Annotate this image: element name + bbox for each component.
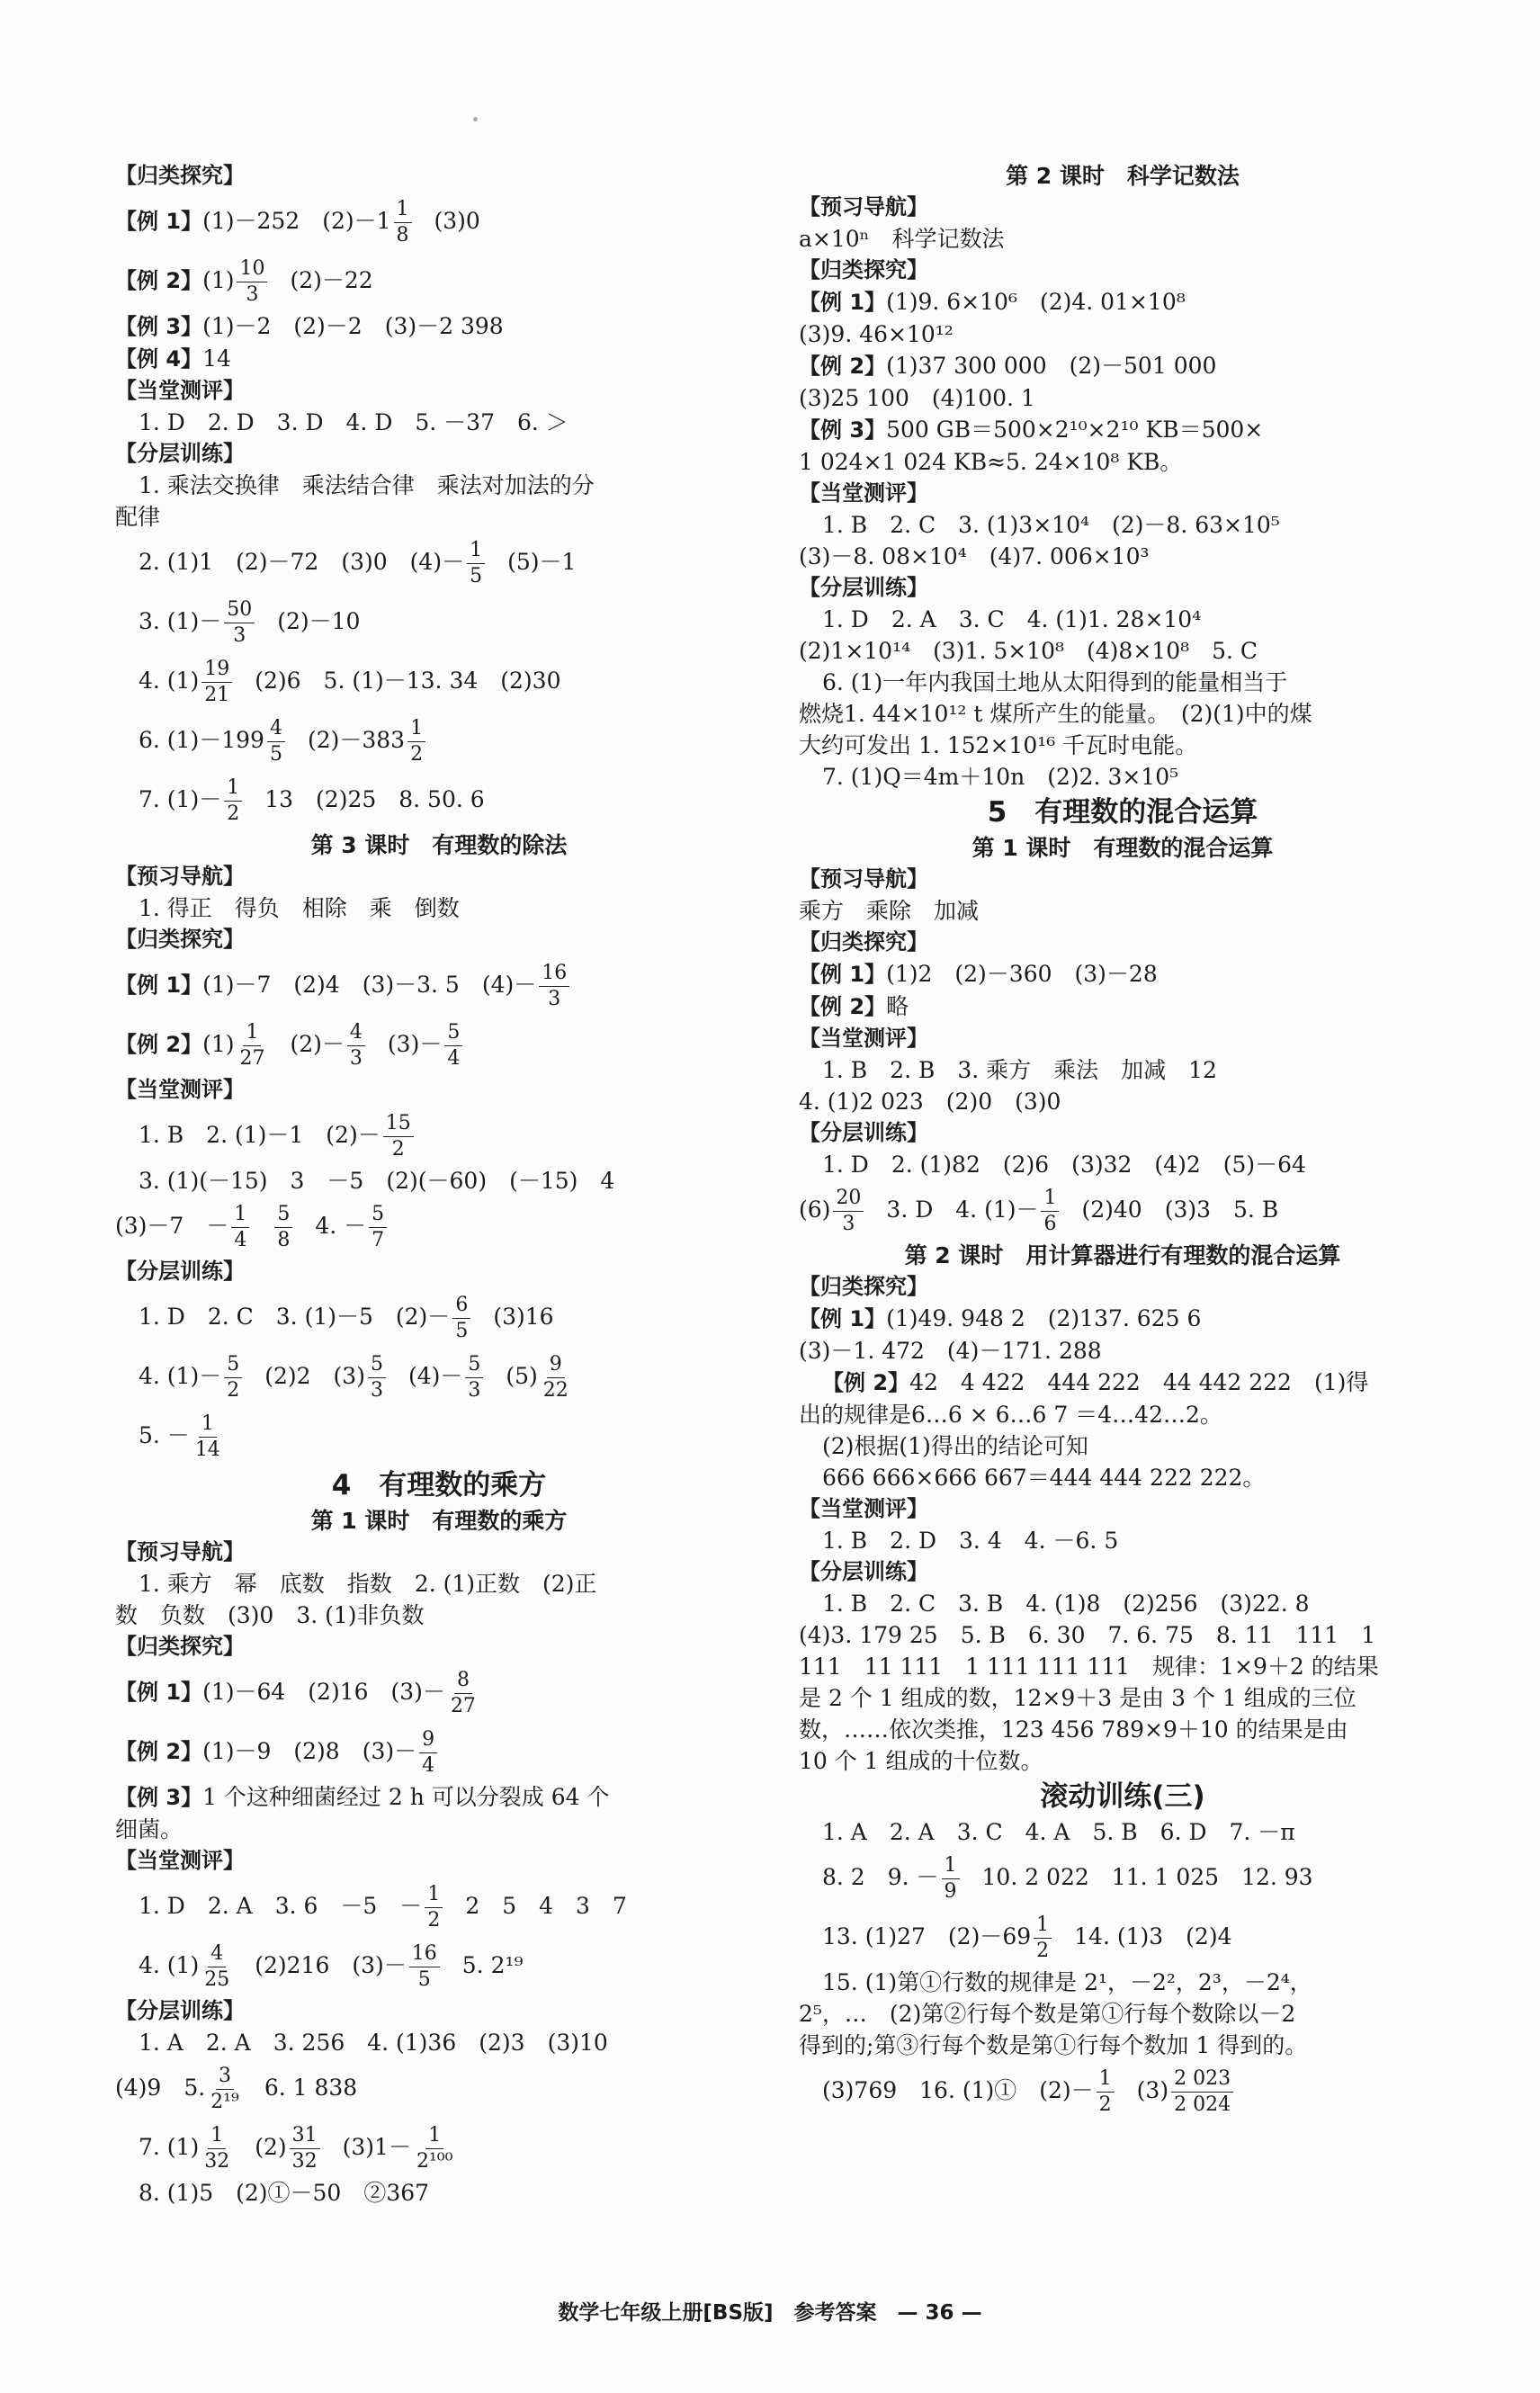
left-column — [115, 160, 763, 2209]
page-footer: 数学七年级上册[BS版] 参考答案 — 36 — — [558, 2301, 982, 2325]
lesson-title: 第 3 课时 有理数的除法 — [310, 832, 568, 858]
fraction: $\frac{15}{2}$ — [383, 1111, 414, 1162]
fraction: $\frac{1}{2}$ — [1097, 2066, 1115, 2118]
fraction: $\frac{1}{27}$ — [239, 1021, 265, 1070]
answer-line: 数 负数 (3)0 3. (1)非负数 — [115, 1602, 425, 1628]
fraction: $\frac{2 023}{2 024}$ — [1171, 2066, 1233, 2118]
fraction: $\frac{16}{3}$ — [539, 961, 569, 1012]
answer-line: 2⁵，… (2)第②行每个数是第①行每个数除以－2 — [799, 2001, 1296, 2027]
fraction: $\frac{1}{5}$ — [467, 538, 485, 589]
heading: 【当堂测评】 — [115, 1848, 245, 1873]
fraction: $\frac{4}{3}$ — [347, 1020, 365, 1071]
scan-dot — [473, 117, 478, 121]
fraction: $\frac{5}{8}$ — [274, 1202, 292, 1253]
answer-line: 666 666×666 667＝444 444 222 222。 — [822, 1465, 1266, 1491]
heading: 【归类探究】 — [799, 929, 928, 955]
fraction: $\frac{5}{4}$ — [444, 1020, 462, 1071]
section-title: 滚动训练(三) — [1040, 1780, 1205, 1813]
example-3: 【例 3】(1)－2 (2)－2 (3)－2 398 — [115, 313, 504, 339]
fraction: $\frac{1}{14}$ — [194, 1412, 220, 1461]
answer-line: 4. (1) $\frac{4}{25}$ (2)216 (3)－ $\frac{16}{5}$ 5. 2¹⁹ — [139, 1942, 524, 1991]
heading: 【分层训练】 — [799, 575, 928, 600]
answer-line: (3)769 16. (1)① (2)－ $\frac{1}{2}$ (3) $\frac{2 023}{2 024}$ — [799, 2061, 1446, 2120]
fraction: $\frac{31}{32}$ — [290, 2123, 320, 2174]
answer-line: 3. (1)(－15) 3 －5 (2)(－60) (－15) 4 — [139, 1168, 615, 1194]
answer-line: 4. (1)2 023 (2)0 (3)0 — [799, 1089, 1061, 1115]
example-1: 【例 1】(1)49. 948 2 (2)137. 625 6 — [799, 1305, 1202, 1331]
heading: 【分层训练】 — [115, 1259, 245, 1284]
lesson-title: 第 2 课时 用计算器进行有理数的混合运算 — [904, 1242, 1341, 1268]
example-3: 【例 3】500 GB＝500×2¹⁰×2¹⁰ KB＝500× — [799, 417, 1264, 443]
section-title: 4 有理数的乘方 — [331, 1469, 547, 1501]
heading: 【分层训练】 — [799, 1120, 928, 1145]
fraction: $\frac{4}{5}$ — [267, 716, 285, 767]
heading: 【归类探究】 — [115, 1634, 245, 1659]
fraction: $\frac{5}{3}$ — [368, 1352, 386, 1403]
fraction: $\frac{9}{22}$ — [542, 1353, 569, 1402]
fraction: $\frac{1}{2}$ — [425, 1882, 443, 1933]
heading: 【分层训练】 — [799, 1559, 928, 1584]
answer-line: 6. (1)一年内我国土地从太阳得到的能量相当于 — [822, 669, 1288, 695]
fraction: $\frac{8}{27}$ — [450, 1669, 476, 1717]
answer-line: 8. 2 9. － $\frac{1}{9}$ 10. 2 022 11. 1 025 12. 93 — [822, 1854, 1313, 1903]
answer-line: 1. B 2. D 3. 4 4. －6. 5 — [822, 1528, 1119, 1554]
fraction: $\frac{19}{21}$ — [201, 657, 232, 708]
answer-line: 1. 乘法交换律 乘法结合律 乘法对加法的分 — [139, 472, 595, 498]
fraction: $\frac{1}{2}$ — [1034, 1913, 1052, 1964]
heading: 【当堂测评】 — [115, 378, 245, 403]
answer-line: (3)25 100 (4)100. 1 — [799, 385, 1035, 411]
answer-line: 1. B 2. C 3. (1)3×10⁴ (2)－8. 63×10⁵ — [822, 512, 1280, 538]
answer-line: 1. D 2. A 3. C 4. (1)1. 28×10⁴ — [822, 606, 1202, 632]
example-2: 【例 2】(1) $\frac{1}{27}$ (2)－ $\frac{4}{3}$ (3)－ $\frac{5}{4}$ — [115, 1015, 763, 1074]
answer-line: 数，……依次类推，123 456 789×9＋10 的结果是由 — [799, 1716, 1348, 1743]
fraction: $\frac{20}{3}$ — [833, 1186, 864, 1237]
heading: 【预习导航】 — [799, 194, 928, 220]
answer-line: 燃烧1. 44×10¹² t 煤所产生的能量。 (2)(1)中的煤 — [799, 701, 1312, 727]
right-column — [799, 160, 1446, 2120]
answer-line: 1. D 2. D 3. D 4. D 5. －37 6. ＞ — [139, 409, 569, 435]
answer-line: 10 个 1 组成的十位数。 — [799, 1748, 1043, 1774]
example-2: 【例 2】略 — [799, 993, 909, 1019]
answer-line: (2)根据(1)得出的结论可知 — [822, 1433, 1088, 1459]
answer-line: 得到的;第③行每个数是第①行每个数加 1 得到的。 — [799, 2032, 1308, 2058]
heading: 【归类探究】 — [799, 257, 928, 282]
fraction: $\frac{1}{4}$ — [231, 1202, 249, 1253]
fraction: $\frac{1}{9}$ — [942, 1853, 960, 1905]
heading: 【预习导航】 — [115, 1539, 245, 1564]
example-1: 【例 1】(1)9. 6×10⁶ (2)4. 01×10⁸ — [799, 289, 1186, 315]
answer-line: 出的规律是6…6 × 6…6 7 ＝4…42…2。 — [799, 1402, 1222, 1428]
answer-line: (2)1×10¹⁴ (3)1. 5×10⁸ (4)8×10⁸ 5. C — [799, 638, 1258, 664]
fraction: $\frac{1}{32}$ — [204, 2124, 230, 2173]
answer-line: 1. D 2. A 3. 6 －5 － $\frac{1}{2}$ 2 5 4 3 7 — [139, 1883, 627, 1931]
fraction: $\frac{1}{\text{2¹⁰⁰}}$ — [416, 2124, 453, 2173]
fraction: $\frac{1}{8}$ — [394, 197, 412, 248]
fraction: $\frac{5}{2}$ — [224, 1352, 242, 1403]
answer-line: (4)3. 179 25 5. B 6. 30 7. 6. 75 8. 11 111 1 — [799, 1622, 1376, 1648]
heading: 【归类探究】 — [115, 163, 245, 188]
example-3: 【例 3】1 个这种细菌经过 2 h 可以分裂成 64 个 — [115, 1784, 610, 1810]
answer-line: 1. A 2. A 3. 256 4. (1)36 (2)3 (3)10 — [139, 2030, 608, 2056]
answer-line: 6. (1)－199 $\frac{4}{5}$ (2)－383 $\frac{1}{2}$ — [115, 711, 763, 770]
heading: 【当堂测评】 — [799, 480, 928, 506]
example-4: 【例 4】14 — [115, 345, 231, 372]
example-1: 【例 1】(1)－64 (2)16 (3)－ $\frac{8}{27}$ — [115, 1663, 763, 1722]
heading: 【分层训练】 — [115, 441, 245, 466]
heading: 【当堂测评】 — [799, 1026, 928, 1051]
answer-line: 1. D 2. C 3. (1)－5 (2)－ $\frac{6}{5}$ (3)16 — [139, 1294, 554, 1342]
answer-line: 7. (1) $\frac{1}{32}$ (2) $\frac{31}{32}$ (3)1－ $\frac{1}{\text{2¹⁰⁰}}$ — [115, 2118, 763, 2177]
answer-line: 1. B 2. C 3. B 4. (1)8 (2)256 (3)22. 8 — [822, 1591, 1310, 1617]
answer-line: (6) $\frac{20}{3}$ 3. D 4. (1)－ $\frac{1}{6}$ (2)40 (3)3 5. B — [799, 1187, 1279, 1235]
answer-line: 乘方 乘除 加减 — [799, 898, 980, 924]
fraction: $\frac{4}{25}$ — [204, 1942, 230, 1991]
answer-line: 是 2 个 1 组成的数，12×9＋3 是由 3 个 1 组成的三位 — [799, 1685, 1356, 1711]
answer-line: 5. － $\frac{1}{14}$ — [115, 1406, 763, 1465]
answer-line: a×10ⁿ 科学记数法 — [799, 226, 1005, 252]
answer-line: 8. (1)5 (2)①－50 ②367 — [139, 2180, 430, 2206]
heading: 【归类探究】 — [799, 1274, 928, 1299]
answer-line: 3. (1)－ $\frac{50}{3}$ (2)－10 — [139, 598, 361, 647]
heading: 【当堂测评】 — [115, 1077, 245, 1102]
answer-line: (3)－8. 08×10⁴ (4)7. 006×10³ — [799, 543, 1150, 569]
fraction: $\frac{10}{3}$ — [237, 256, 267, 308]
answer-line: (3)9. 46×10¹² — [799, 321, 954, 347]
fraction: $\frac{1}{2}$ — [224, 775, 242, 827]
answer-line: 4. (1) $\frac{19}{21}$ (2)6 5. (1)－13. 34 (2)30 — [139, 658, 561, 706]
fraction: $\frac{16}{5}$ — [409, 1941, 440, 1993]
answer-line: 1. 得正 得负 相除 乘 倒数 — [139, 895, 460, 921]
answer-line: 大约可发出 1. 152×10¹⁶ 千瓦时电能。 — [799, 732, 1198, 758]
fraction: $\frac{1}{2}$ — [407, 716, 425, 767]
answer-line: 7. (1)－ $\frac{1}{2}$ 13 (2)25 8. 50. 6 — [139, 776, 485, 825]
lesson-title: 第 1 课时 有理数的混合运算 — [971, 835, 1274, 861]
fraction: $\frac{6}{5}$ — [452, 1293, 470, 1344]
section-title: 5 有理数的混合运算 — [987, 796, 1258, 829]
example-2: 【例 2】(1) $\frac{10}{3}$ (2)－22 — [115, 257, 373, 306]
answer-line: (4)9 5. $\frac{3}{\text{2¹⁹}}$ 6. 1 838 — [115, 2065, 358, 2113]
fraction: $\frac{1}{6}$ — [1041, 1186, 1059, 1237]
answer-line: (3)－1. 472 (4)－171. 288 — [799, 1338, 1102, 1364]
example-1: 【例 1】(1)－7 (2)4 (3)－3. 5 (4)－ $\frac{16}{3}$ — [115, 955, 763, 1015]
example-2: 【例 2】(1)－9 (2)8 (3)－ $\frac{9}{4}$ — [115, 1722, 763, 1781]
answer-line: 4. (1)－ $\frac{5}{2}$ (2)2 (3) $\frac{5}{3}$ (4)－ $\frac{5}{3}$ (5) $\frac{9}{22}$ — [115, 1347, 763, 1406]
lesson-title: 第 2 课时 科学记数法 — [1006, 163, 1240, 189]
example-1: 【例 1】(1)2 (2)－360 (3)－28 — [799, 961, 1158, 987]
fraction: $\frac{3}{\text{2¹⁹}}$ — [210, 2065, 239, 2113]
answer-line: 1. D 2. (1)82 (2)6 (3)32 (4)2 (5)－64 — [822, 1152, 1306, 1178]
answer-line: 13. (1)27 (2)－69 $\frac{1}{2}$ 14. (1)3 (2)4 — [822, 1914, 1232, 1962]
heading: 【归类探究】 — [115, 927, 245, 952]
answer-line: 111 11 111 1 111 111 111 规律：1×9＋2 的结果 — [799, 1654, 1379, 1680]
answer-line: 15. (1)第①行数的规律是 2¹，－2²，2³，－2⁴， — [822, 1969, 1312, 1995]
heading: 【当堂测评】 — [799, 1496, 928, 1521]
heading: 【预习导航】 — [799, 866, 928, 892]
answer-line: 1 024×1 024 KB≈5. 24×10⁸ KB。 — [799, 449, 1183, 475]
answer-line: 7. (1)Q＝4m＋10n (2)2. 3×10⁵ — [822, 764, 1179, 790]
answer-line: (3)－7 － $\frac{1}{4}$ $\frac{5}{8}$ 4. － $\frac{5}{7}$ — [115, 1196, 763, 1256]
fraction: $\frac{5}{7}$ — [369, 1202, 387, 1253]
example-1: 【例 1】(1)－252 (2)－1 $\frac{1}{8}$ (3)0 — [115, 198, 480, 246]
fraction: $\frac{5}{3}$ — [465, 1352, 483, 1403]
heading: 【预习导航】 — [115, 864, 245, 889]
answer-line: 1. B 2. B 3. 乘方 乘法 加减 12 — [822, 1057, 1217, 1083]
answer-line: 1. 乘方 幂 底数 指数 2. (1)正数 (2)正 — [139, 1571, 597, 1597]
lesson-title: 第 1 课时 有理数的乘方 — [310, 1508, 568, 1534]
answer-line: 细菌。 — [115, 1816, 184, 1842]
example-2: 【例 2】(1)37 300 000 (2)－501 000 — [799, 353, 1217, 379]
answer-line: 2. (1)1 (2)－72 (3)0 (4)－ $\frac{1}{5}$ (5)－1 — [139, 539, 577, 587]
answer-line: 配律 — [115, 504, 161, 530]
fraction: $\frac{9}{4}$ — [419, 1727, 437, 1779]
heading: 【分层训练】 — [115, 1998, 245, 2023]
answer-line: 1. B 2. (1)－1 (2)－ $\frac{15}{2}$ — [115, 1106, 763, 1165]
example-2: 【例 2】42 4 422 444 222 44 442 222 (1)得 — [822, 1369, 1369, 1395]
fraction: $\frac{50}{3}$ — [224, 597, 255, 649]
answer-line: 1. A 2. A 3. C 4. A 5. B 6. D 7. －π — [822, 1819, 1295, 1845]
